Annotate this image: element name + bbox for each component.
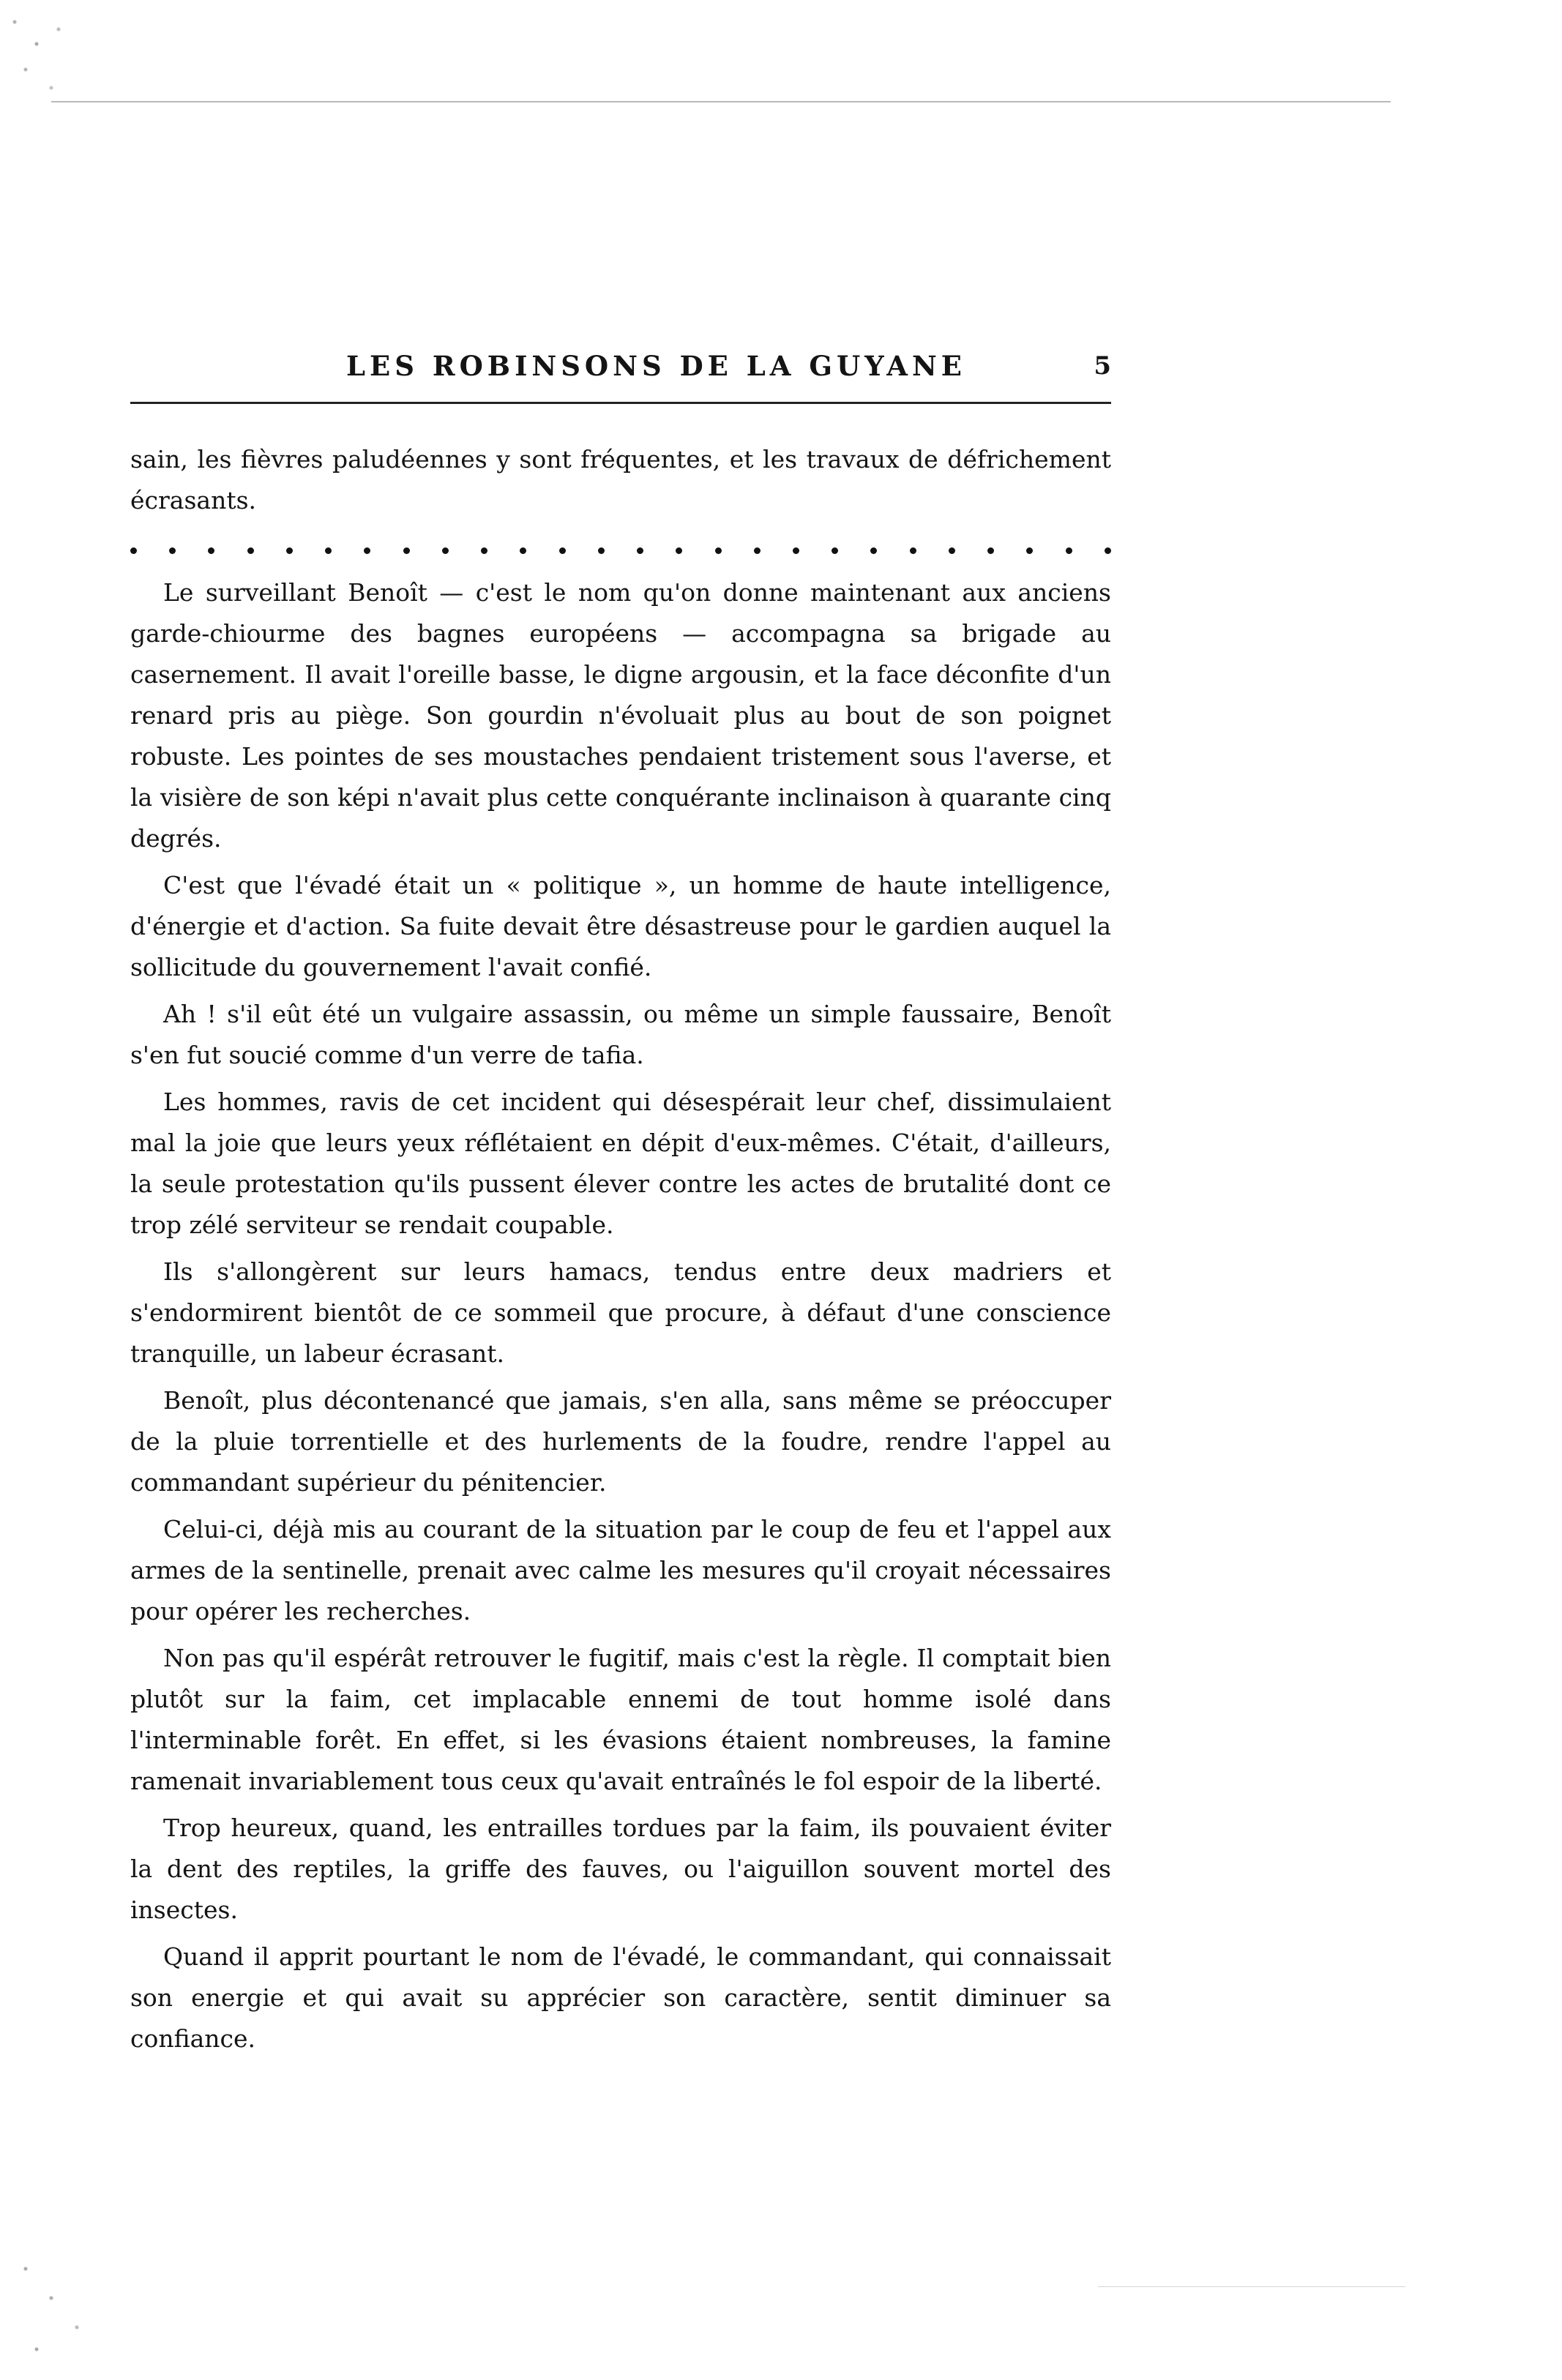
dot-separator — [1105, 547, 1111, 554]
scan-bottom-edge-line — [1098, 2286, 1405, 2287]
paragraph: sain, les fièvres paludéennes y sont fréquentes, et les travaux de défrichement écrasants. — [130, 445, 1111, 514]
dot-separator — [676, 547, 682, 554]
dot-separator — [715, 547, 722, 554]
dot-separator — [793, 547, 799, 554]
dot-separator — [481, 547, 487, 554]
paragraph: Quand il apprit pourtant le nom de l'évadé, le commandant, qui connaissait son energie et qui avait su apprécier son caractère, sentit diminuer sa confiance. — [130, 1942, 1111, 2053]
dot-separator — [832, 547, 838, 554]
dot-separator — [637, 547, 643, 554]
paragraph: C'est que l'évadé était un « politique », un homme de haute intelligence, d'énergie et d'action. Sa fuite devait être désastreuse pour le gardien auquel la sollicitude du gouvernement l'avait confié. — [130, 871, 1111, 981]
dot-separator — [130, 547, 137, 554]
dot-separator — [598, 547, 605, 554]
dot-separator — [364, 547, 370, 554]
paragraph: Celui-ci, déjà mis au courant de la situation par le coup de feu et l'appel aux armes de la sentinelle, prenait avec calme les mesures qu'il croyait nécessaires pour opérer les recherches. — [130, 1515, 1111, 1625]
scan-speckle-bottom-left — [7, 2239, 95, 2371]
header-rule — [130, 402, 1111, 404]
paragraph: Ils s'allongèrent sur leurs hamacs, tendus entre deux madriers et s'endormirent bientôt de ce sommeil que procure, à défaut d'une conscience tranquille, un labeur écrasant. — [130, 1257, 1111, 1368]
scan-speckle-top-left — [0, 0, 88, 110]
paragraph: Les hommes, ravis de cet incident qui désespérait leur chef, dissimulaient mal la joie que leurs yeux réflétaient en dépit d'eux-mêmes. C'était, d'ailleurs, la seule protestation qu'ils pussent élever contre les actes de brutalité dont ce trop zélé serviteur se rendait coupable. — [130, 1088, 1111, 1239]
dot-separator — [949, 547, 955, 554]
dot-separator — [754, 547, 761, 554]
paragraph: Benoît, plus décontenancé que jamais, s'en alla, sans même se préoccuper de la pluie torrentielle et des hurlements de la foudre, rendre l'appel au commandant supérieur du pénitencier. — [130, 1386, 1111, 1497]
dot-separator — [559, 547, 566, 554]
page-number: 5 — [1094, 351, 1111, 381]
dot-separator — [870, 547, 877, 554]
dot-separator — [325, 547, 332, 554]
paragraph: Le surveillant Benoît — c'est le nom qu'on donne maintenant aux anciens garde-chiourme des bagnes européens — accompagna sa brigade au casernement. Il avait l'oreille basse, le digne argousin, et la face déconfite d'un renard pris au piège. Son gourdin n'évoluait plus au bout de son poignet robuste. Les pointes de ses moustaches pendaient tristement sous l'averse, et la visière de son képi n'avait plus cette conquérante inclinaison à quarante cinq degrés. — [130, 578, 1111, 853]
dot-separator — [910, 547, 916, 554]
dot-separator — [403, 547, 410, 554]
dot-separator — [1066, 547, 1072, 554]
scan-top-edge-line — [51, 101, 1391, 102]
page-header — [130, 350, 1111, 382]
running-title: LES ROBINSONS DE LA GUYANE — [346, 350, 966, 382]
dot-separator — [208, 547, 214, 554]
section-dot-leader — [130, 527, 1111, 572]
dot-separator — [520, 547, 526, 554]
paragraph: Non pas qu'il espérât retrouver le fugitif, mais c'est la règle. Il comptait bien plutôt sur la faim, cet implacable ennemi de tout homme isolé dans l'interminable forêt. En effet, si les évasions étaient nombreuses, la famine ramenait invariablement tous ceux qu'avait entraînés le fol espoir de la liberté. — [130, 1644, 1111, 1795]
dot-separator — [286, 547, 293, 554]
page-body — [130, 439, 1111, 2065]
dot-separator — [987, 547, 994, 554]
paragraph: Trop heureux, quand, les entrailles tordues par la faim, ils pouvaient éviter la dent des reptiles, la griffe des fauves, ou l'aiguillon souvent mortel des insectes. — [130, 1814, 1111, 1924]
dot-separator — [169, 547, 176, 554]
dot-separator — [1026, 547, 1033, 554]
dot-separator — [247, 547, 254, 554]
paragraph: Ah ! s'il eût été un vulgaire assassin, ou même un simple faussaire, Benoît s'en fut soucié comme d'un verre de tafia. — [130, 1000, 1111, 1069]
dot-separator — [442, 547, 449, 554]
